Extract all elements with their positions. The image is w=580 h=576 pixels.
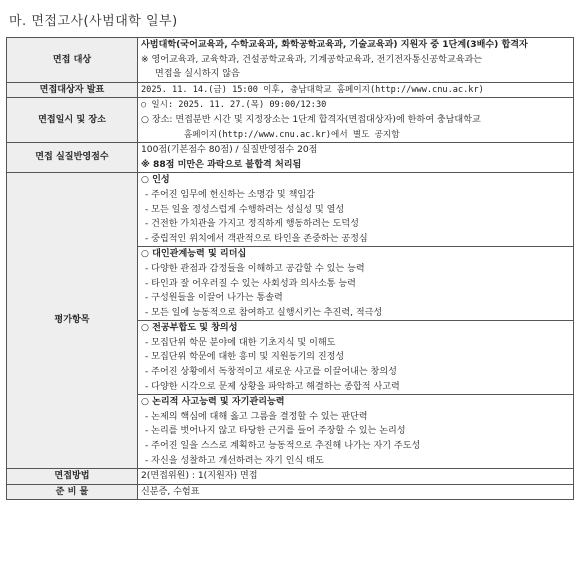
criteria-item: - 모든 일을 정성스럽게 수행하려는 성실성 및 열성	[145, 204, 345, 215]
criteria-heading: ○ 논리적 사고능력 및 자기관리능력	[141, 397, 285, 408]
criteria-item: - 다양한 시각으로 문제 상황을 파악하고 해결하는 종합적 사고력	[145, 381, 400, 392]
criteria-item: - 모집단위 학문 분야에 대한 기초지식 및 이해도	[145, 337, 336, 348]
row-value	[138, 38, 574, 83]
criteria-item: - 건전한 가치관을 가지고 정직하게 행동하려는 도덕성	[145, 219, 359, 230]
interview-info-table	[6, 37, 574, 500]
row-label: 준 비 물	[7, 484, 138, 500]
target-note-line: 면접을 실시하지 않음	[155, 69, 240, 80]
row-items-to-bring	[7, 484, 574, 500]
criteria-item: - 자신을 성찰하고 개선하려는 자기 인식 태도	[145, 455, 324, 466]
criteria-item: - 구성원들을 이끌어 나가는 통솔력	[145, 293, 283, 304]
section-title: 마. 면접고사(사범대학 일부)	[9, 14, 178, 29]
schedule-place-line: 홈페이지(http://www.cnu.ac.kr)에서 별도 공지함	[184, 129, 400, 140]
criteria-item: - 주어진 상황에서 독창적이고 새로운 사고를 이끌어내는 창의성	[145, 367, 397, 378]
criteria-group	[138, 320, 573, 394]
target-note-line: ※ 영어교육과, 교육학과, 건설공학교육과, 기계공학교육과, 전기전자통신공학교육과는	[141, 54, 483, 65]
announcement-text: 2025. 11. 14.(금) 15:00 이후, 충남대학교 홈페이지(http://www.cnu.ac.kr)	[141, 84, 484, 95]
criteria-item: - 모집단위 학문에 대한 흥미 및 지원동기의 진정성	[145, 352, 345, 363]
target-line: 사범대학(국어교육과, 수학교육과, 화학공학교육과, 기술교육과) 지원자 중 1단계(3배수) 합격자	[141, 40, 528, 50]
row-value: 2(면접위원) : 1(지원자) 면접	[138, 469, 574, 485]
criteria-item: - 주어진 임무에 헌신하는 소명감 및 책임감	[145, 189, 315, 200]
row-interview-target	[7, 38, 574, 83]
criteria-item: - 주어진 일을 스스로 계획하고 능동적으로 추진해 나가는 자기 주도성	[145, 441, 421, 452]
row-score	[7, 143, 574, 173]
row-value	[138, 173, 574, 469]
schedule-place-line: ○ 장소: 면접분반 시간 및 지정장소는 1단계 합격자(면접대상자)에 한하여 충남대학교	[141, 114, 481, 125]
row-label: 평가항목	[7, 173, 138, 469]
row-label: 면접방법	[7, 469, 138, 485]
criteria-item: - 중립적인 위치에서 객관적으로 타인을 존중하는 공정심	[145, 233, 368, 244]
criteria-item: - 논제의 핵심에 대해 옳고 그름을 결정할 수 있는 판단력	[145, 411, 368, 422]
row-value	[138, 143, 574, 173]
row-value: 신분증, 수험표	[138, 484, 574, 500]
criteria-group	[138, 394, 573, 468]
criteria-heading: ○ 전공부합도 및 창의성	[141, 323, 238, 334]
row-label: 면접 실질반영점수	[7, 143, 138, 173]
criteria-item: - 논리를 벗어나지 않고 타당한 근거를 들어 주장할 수 있는 논리성	[145, 426, 406, 437]
row-label: 면접대상자 발표	[7, 82, 138, 98]
criteria-group	[138, 173, 573, 246]
row-interview-method	[7, 469, 574, 485]
criteria-heading: ○ 대인관계능력 및 리더십	[141, 249, 247, 260]
row-schedule	[7, 98, 574, 143]
row-evaluation-criteria	[7, 173, 574, 469]
score-line: 100점(기본점수 80점) / 실질반영점수 20점	[141, 145, 318, 156]
criteria-item: - 다양한 관점과 감정들을 이해하고 공감할 수 있는 능력	[145, 263, 365, 274]
criteria-group	[138, 246, 573, 320]
row-label: 면접 대상	[7, 38, 138, 83]
row-value	[138, 98, 574, 143]
criteria-heading: ○ 인성	[141, 175, 170, 186]
row-announcement	[7, 82, 574, 98]
row-value	[138, 82, 574, 98]
score-cutoff-line: ※ 88점 미만은 과락으로 불합격 처리됨	[141, 159, 302, 170]
criteria-item: - 모든 일에 능동적으로 참여하고 실행시키는 추진력, 적극성	[145, 307, 383, 318]
row-label: 면접일시 및 장소	[7, 98, 138, 143]
criteria-item: - 타인과 잘 어우러질 수 있는 사회성과 의사소통 능력	[145, 278, 356, 289]
schedule-date-line: ○ 일시: 2025. 11. 27.(목) 09:00/12:30	[141, 100, 327, 111]
